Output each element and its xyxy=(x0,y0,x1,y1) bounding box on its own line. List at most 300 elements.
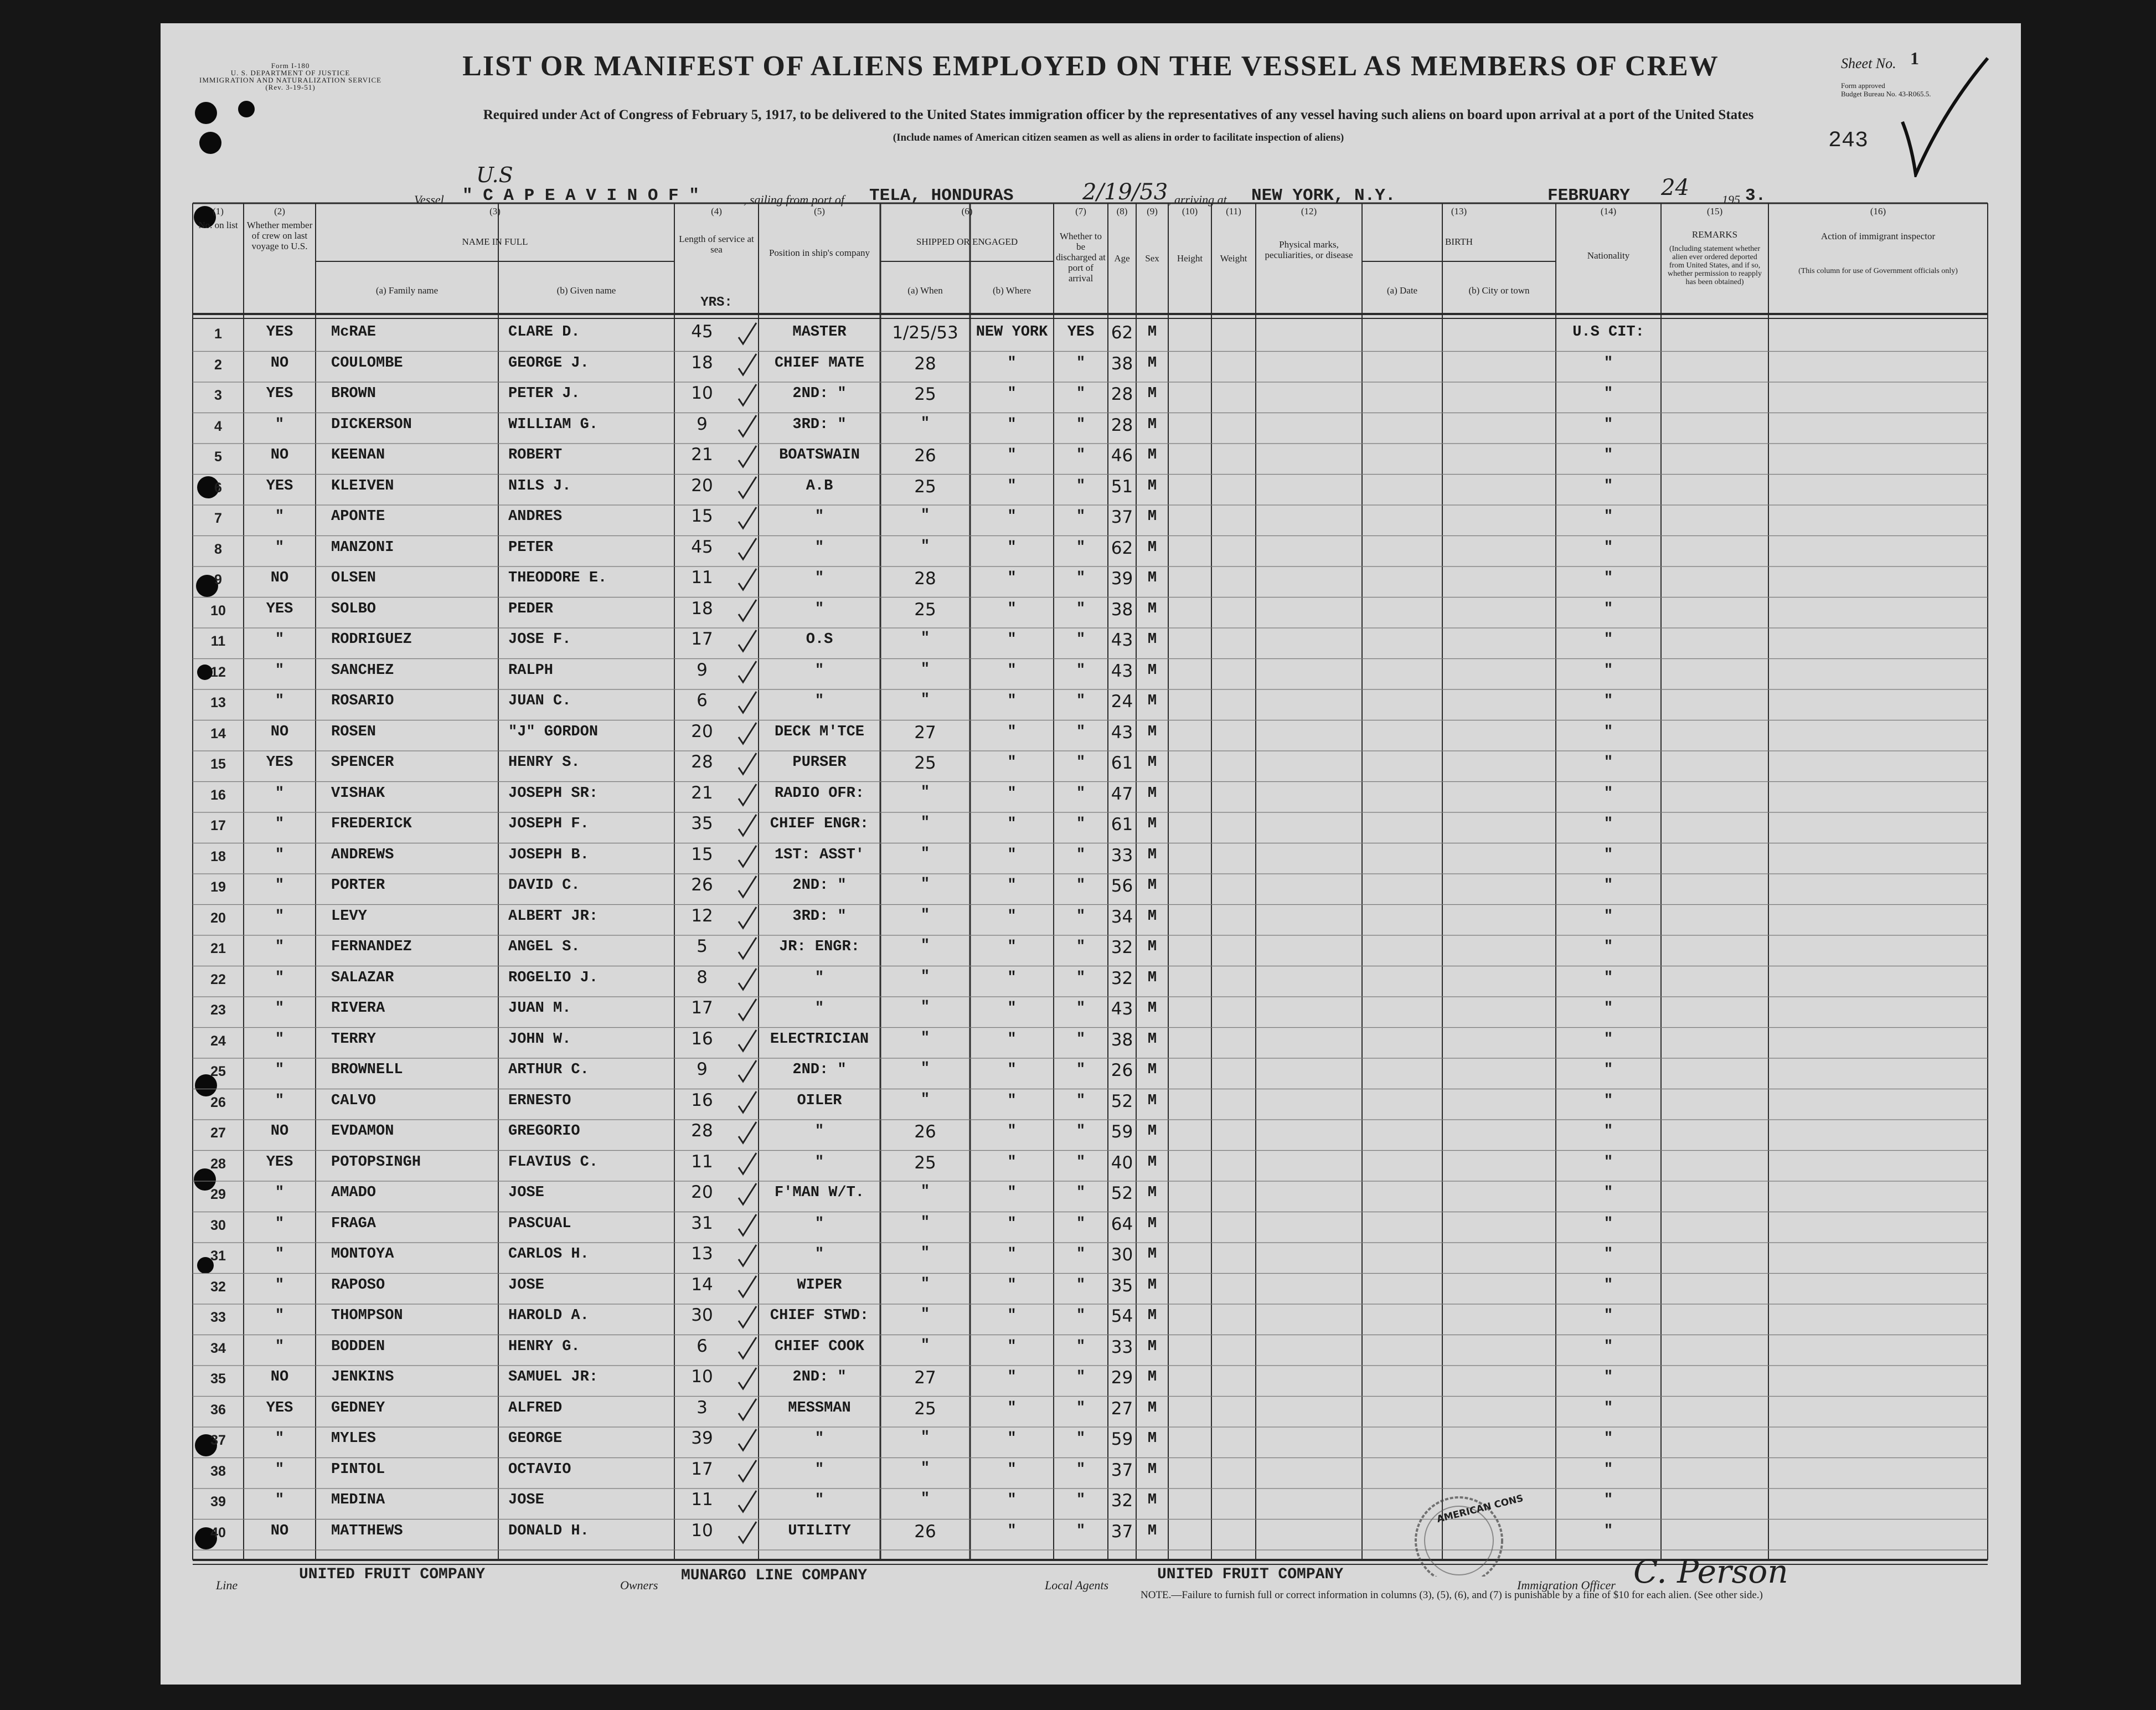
sex-cell: M xyxy=(1147,723,1157,740)
discharge-cell: " xyxy=(1076,354,1086,372)
family-name-cell: ROSEN xyxy=(331,723,376,740)
sailing-label: , sailing from port of xyxy=(744,193,844,207)
shipped-date-cell: " xyxy=(920,1429,930,1446)
department-name: U. S. DEPARTMENT OF JUSTICE xyxy=(230,69,350,77)
discharge-cell: " xyxy=(1076,1062,1086,1078)
row-number: 7 xyxy=(214,511,222,526)
row-number: 36 xyxy=(210,1402,226,1418)
family-name-cell: SANCHEZ xyxy=(331,662,394,679)
sex-cell: M xyxy=(1147,539,1157,556)
row-number: 11 xyxy=(210,633,226,649)
nationality-cell: " xyxy=(1603,908,1613,925)
discharge-cell: " xyxy=(1076,385,1086,402)
discharge-cell: " xyxy=(1076,1492,1086,1508)
check-tick-icon xyxy=(736,1488,759,1514)
nationality-cell: " xyxy=(1603,508,1613,525)
years-of-service-cell: 10 xyxy=(691,383,713,403)
shipped-place-cell: " xyxy=(1007,1369,1017,1385)
check-tick-icon xyxy=(736,1366,759,1391)
officer-label: Immigration Officer xyxy=(1517,1578,1616,1592)
previous-voyage-cell: " xyxy=(275,939,285,955)
position-cell: F'MAN W/T. xyxy=(774,1184,865,1201)
shipped-place-cell: " xyxy=(1007,1492,1017,1508)
sex-cell: M xyxy=(1147,1184,1157,1201)
shipped-date-cell: " xyxy=(920,415,930,432)
check-tick-icon xyxy=(736,1243,759,1268)
given-name-cell: FLAVIUS C. xyxy=(508,1153,599,1171)
column-heading: Position in ship's company xyxy=(768,248,870,258)
shipped-place-cell: " xyxy=(1007,1062,1017,1078)
check-tick-icon xyxy=(736,751,759,776)
column-heading: (b) Where xyxy=(992,285,1031,296)
discharge-cell: " xyxy=(1076,939,1086,955)
years-of-service-cell: 17 xyxy=(691,629,713,649)
column-heading: (a) Family name xyxy=(375,285,439,296)
budget-line: Form approved xyxy=(1841,81,1885,90)
shipped-date-cell: " xyxy=(920,784,930,801)
check-tick-icon xyxy=(736,1120,759,1145)
family-name-cell: MEDINA xyxy=(331,1492,385,1508)
years-of-service-cell: 35 xyxy=(691,813,713,833)
previous-voyage-cell: " xyxy=(275,1062,285,1078)
age-cell: 59 xyxy=(1111,1122,1133,1142)
family-name-cell: LEVY xyxy=(331,908,367,925)
previous-voyage-cell: " xyxy=(275,693,285,709)
column-heading: REMARKS xyxy=(1691,229,1738,240)
age-cell: 43 xyxy=(1111,630,1133,650)
family-name-cell: TERRY xyxy=(331,1031,376,1048)
age-cell: 54 xyxy=(1111,1306,1133,1326)
shipped-date-cell: " xyxy=(920,1214,930,1231)
column-heading: No. on list xyxy=(198,220,238,230)
column-heading: Whether to be discharged at port of arrival xyxy=(1056,231,1106,284)
given-name-cell: JOHN W. xyxy=(508,1031,571,1048)
nationality-cell: " xyxy=(1603,693,1613,709)
shipped-place-cell: " xyxy=(1007,539,1017,556)
nationality-cell: " xyxy=(1603,570,1613,586)
age-cell: 38 xyxy=(1111,1029,1133,1050)
punch-hole xyxy=(195,102,217,124)
check-tick-icon xyxy=(736,1397,759,1422)
years-of-service-cell: 21 xyxy=(691,782,713,803)
previous-voyage-cell: " xyxy=(275,846,285,863)
shipped-date-cell: " xyxy=(920,692,930,708)
check-tick-icon xyxy=(736,1427,759,1453)
shipped-date-cell: 25 xyxy=(914,1398,936,1419)
shipped-place-cell: NEW YORK xyxy=(976,324,1048,341)
family-name-cell: BROWN xyxy=(331,385,376,402)
shipped-place-cell: " xyxy=(1007,1215,1017,1232)
nationality-cell: " xyxy=(1603,969,1613,986)
arriving-label: , arriving at xyxy=(1168,193,1227,207)
column-number: (3) xyxy=(489,206,501,217)
previous-voyage-cell: YES xyxy=(266,600,293,617)
shipped-date-cell: 26 xyxy=(914,446,936,466)
previous-voyage-cell: " xyxy=(275,1246,285,1263)
shipped-place-cell: " xyxy=(1007,1430,1017,1447)
shipped-place-cell: " xyxy=(1007,1031,1017,1048)
position-cell: JR: ENGR: xyxy=(779,939,860,955)
given-name-cell: RALPH xyxy=(508,662,554,679)
nationality-cell: " xyxy=(1603,539,1613,556)
age-cell: 43 xyxy=(1111,722,1133,743)
column-number: (9) xyxy=(1147,206,1158,217)
row-number: 30 xyxy=(210,1217,226,1233)
stamp-text: AMERICAN CONS xyxy=(1435,1492,1525,1526)
age-cell: 40 xyxy=(1111,1152,1133,1173)
vessel-label: Vessel xyxy=(414,193,444,207)
given-name-cell: GEORGE xyxy=(508,1430,563,1447)
years-of-service-cell: 15 xyxy=(691,844,713,864)
check-tick-icon xyxy=(736,905,759,930)
years-of-service-cell: 18 xyxy=(691,598,713,619)
given-name-cell: ROGELIO J. xyxy=(508,969,599,986)
column-number: (7) xyxy=(1075,206,1086,217)
position-cell: O.S xyxy=(806,631,833,648)
given-name-cell: "J" GORDON xyxy=(508,723,599,740)
column-number: (11) xyxy=(1226,206,1241,217)
years-of-service-cell: 17 xyxy=(691,1459,713,1479)
shipped-date-cell: " xyxy=(920,906,930,924)
previous-voyage-cell: " xyxy=(275,1000,285,1017)
age-cell: 56 xyxy=(1111,876,1133,896)
sex-cell: M xyxy=(1147,1338,1157,1355)
shipped-date-cell: 27 xyxy=(914,722,936,743)
family-name-cell: VISHAK xyxy=(331,785,385,802)
years-of-service-cell: 20 xyxy=(691,475,713,496)
column-number: (4) xyxy=(711,206,722,217)
shipped-date-cell: " xyxy=(920,999,930,1016)
shipped-date-cell: " xyxy=(920,876,930,893)
row-number: 14 xyxy=(210,725,226,741)
age-cell: 37 xyxy=(1111,507,1133,527)
previous-voyage-cell: " xyxy=(275,908,285,925)
year-suffix: 3. xyxy=(1745,186,1766,205)
shipped-place-cell: " xyxy=(1007,1338,1017,1355)
age-cell: 35 xyxy=(1111,1275,1133,1296)
shipped-date-cell: " xyxy=(920,1060,930,1077)
shipped-place-cell: " xyxy=(1007,908,1017,925)
shipped-place-cell: " xyxy=(1007,723,1017,740)
sex-cell: M xyxy=(1147,1522,1157,1539)
discharge-cell: YES xyxy=(1067,324,1095,341)
shipped-place-cell: " xyxy=(1007,477,1017,495)
years-of-service-cell: 31 xyxy=(691,1213,713,1233)
shipped-place-cell: " xyxy=(1007,1399,1017,1417)
shipped-place-cell: " xyxy=(1007,1000,1017,1017)
age-cell: 43 xyxy=(1111,999,1133,1019)
nationality-cell: " xyxy=(1603,416,1613,433)
column-number: (5) xyxy=(814,206,825,217)
family-name-cell: ANDREWS xyxy=(331,846,394,863)
years-of-service-cell: 28 xyxy=(691,1121,713,1141)
column-number: (13) xyxy=(1451,206,1467,217)
previous-voyage-cell: NO xyxy=(270,723,289,740)
given-name-cell: DAVID C. xyxy=(508,877,580,894)
family-name-cell: EVDAMON xyxy=(331,1123,394,1140)
check-tick-icon xyxy=(736,475,759,500)
column-number: (6) xyxy=(961,206,973,217)
row-number: 27 xyxy=(210,1125,226,1141)
nationality-cell: " xyxy=(1603,477,1613,495)
given-name-cell: ALFRED xyxy=(508,1399,563,1417)
row-number: 33 xyxy=(210,1310,226,1325)
row-number: 38 xyxy=(210,1463,226,1479)
nationality-cell: " xyxy=(1603,939,1613,955)
row-number: 29 xyxy=(210,1187,226,1202)
check-tick-icon xyxy=(736,1520,759,1545)
nationality-cell: " xyxy=(1603,1215,1613,1232)
check-tick-icon xyxy=(736,1058,759,1084)
discharge-cell: " xyxy=(1076,1246,1086,1263)
shipped-date-cell: " xyxy=(920,968,930,985)
years-of-service-cell: 17 xyxy=(691,998,713,1018)
form-revision: (Rev. 3-19-51) xyxy=(265,83,316,91)
sex-cell: M xyxy=(1147,354,1157,372)
sex-cell: M xyxy=(1147,1276,1157,1294)
shipped-place-cell: " xyxy=(1007,754,1017,771)
position-cell: " xyxy=(814,1123,824,1140)
given-name-cell: JOSEPH F. xyxy=(508,816,589,832)
check-tick-icon xyxy=(736,1151,759,1176)
previous-voyage-cell: " xyxy=(275,662,285,679)
years-of-service-cell: 18 xyxy=(691,352,713,373)
nationality-cell: " xyxy=(1603,354,1613,372)
previous-voyage-cell: " xyxy=(275,539,285,556)
age-cell: 37 xyxy=(1111,1460,1133,1480)
row-number: 17 xyxy=(210,818,226,833)
sex-cell: M xyxy=(1147,1031,1157,1048)
document-title: LIST OR MANIFEST OF ALIENS EMPLOYED ON THE VESSEL AS MEMBERS OF CREW xyxy=(462,50,1719,82)
column-heading: Age xyxy=(1114,253,1130,264)
discharge-cell: " xyxy=(1076,1276,1086,1294)
discharge-cell: " xyxy=(1076,908,1086,925)
check-tick-icon xyxy=(736,1181,759,1207)
position-cell: " xyxy=(814,1492,824,1508)
position-cell: " xyxy=(814,662,824,679)
column-heading: Nationality xyxy=(1587,250,1630,261)
previous-voyage-cell: " xyxy=(275,785,285,802)
sex-cell: M xyxy=(1147,508,1157,525)
shipped-place-cell: " xyxy=(1007,816,1017,832)
shipped-date-cell: " xyxy=(920,507,930,524)
years-of-service-cell: 6 xyxy=(697,1336,708,1356)
check-tick-icon xyxy=(736,536,759,562)
shipped-date-cell: " xyxy=(920,815,930,831)
shipped-place-cell: " xyxy=(1007,939,1017,955)
years-of-service-cell: 11 xyxy=(691,568,713,588)
position-cell: ELECTRICIAN xyxy=(770,1031,869,1048)
sex-cell: M xyxy=(1147,1092,1157,1109)
row-number: 31 xyxy=(210,1248,226,1264)
check-tick-icon xyxy=(736,566,759,592)
shipped-date-cell: " xyxy=(920,1491,930,1507)
column-heading: (b) City or town xyxy=(1468,285,1530,296)
shipped-place-cell: " xyxy=(1007,416,1017,433)
column-number: (2) xyxy=(274,206,285,217)
check-tick-icon xyxy=(736,966,759,992)
position-cell: BOATSWAIN xyxy=(779,447,860,463)
sex-cell: M xyxy=(1147,1246,1157,1263)
discharge-cell: " xyxy=(1076,693,1086,709)
check-tick-icon xyxy=(736,782,759,807)
shipped-place-cell: " xyxy=(1007,631,1017,648)
vessel-prefix: U.S xyxy=(476,163,513,187)
age-cell: 32 xyxy=(1111,938,1133,957)
previous-voyage-cell: " xyxy=(275,1184,285,1201)
given-name-cell: ERNESTO xyxy=(508,1092,571,1109)
nationality-cell: " xyxy=(1603,1369,1613,1385)
age-cell: 32 xyxy=(1111,968,1133,988)
discharge-cell: " xyxy=(1076,846,1086,863)
shipped-place-cell: " xyxy=(1007,600,1017,617)
discharge-cell: " xyxy=(1076,877,1086,894)
years-of-service-cell: 45 xyxy=(691,322,713,342)
row-number: 19 xyxy=(210,879,226,895)
column-heading: Sex xyxy=(1145,253,1159,264)
column-heading: Action of immigrant inspector xyxy=(1820,231,1936,241)
years-of-service-cell: 45 xyxy=(691,537,713,557)
years-of-service-cell: 15 xyxy=(691,506,713,526)
sex-cell: M xyxy=(1147,754,1157,771)
sex-cell: M xyxy=(1147,600,1157,617)
discharge-cell: " xyxy=(1076,1123,1086,1140)
sex-cell: M xyxy=(1147,1000,1157,1017)
given-name-cell: THEODORE E. xyxy=(508,570,607,586)
arrival-port: NEW YORK, N.Y. xyxy=(1251,186,1396,205)
years-of-service-cell: 9 xyxy=(697,660,708,680)
shipped-place-cell: " xyxy=(1007,1522,1017,1539)
nationality-cell: " xyxy=(1603,877,1613,894)
position-cell: 1ST: ASST' xyxy=(774,846,865,863)
given-name-cell: WILLIAM G. xyxy=(508,416,599,433)
check-tick-icon xyxy=(736,659,759,684)
shipped-date-cell: " xyxy=(920,1245,930,1261)
given-name-cell: ANGEL S. xyxy=(508,939,580,955)
given-name-cell: HENRY G. xyxy=(508,1338,580,1355)
years-of-service-cell: 14 xyxy=(691,1274,713,1295)
position-cell: " xyxy=(814,508,824,525)
given-name-cell: OCTAVIO xyxy=(508,1461,571,1478)
shipped-date-cell: 27 xyxy=(914,1368,936,1388)
family-name-cell: THOMPSON xyxy=(331,1307,403,1324)
sex-cell: M xyxy=(1147,693,1157,709)
previous-voyage-cell: " xyxy=(275,416,285,433)
nationality-cell: " xyxy=(1603,1092,1613,1109)
shipped-date-cell: 26 xyxy=(914,1122,936,1142)
position-cell: OILER xyxy=(797,1092,842,1109)
nationality-cell: " xyxy=(1603,785,1613,802)
row-number: 24 xyxy=(210,1033,226,1049)
previous-voyage-cell: NO xyxy=(270,1369,289,1385)
shipped-date-cell: " xyxy=(920,538,930,555)
years-of-service-cell: 9 xyxy=(697,414,708,434)
nationality-cell: " xyxy=(1603,723,1613,740)
shipped-date-cell: 25 xyxy=(914,599,936,620)
column-note: (This column for use of Government officials only) xyxy=(1798,267,1958,275)
age-cell: 30 xyxy=(1111,1245,1133,1265)
column-heading: BIRTH xyxy=(1445,236,1473,247)
given-name-cell: PETER J. xyxy=(508,385,580,402)
years-of-service-cell: 10 xyxy=(691,1520,713,1541)
years-of-service-cell: 8 xyxy=(697,967,708,987)
previous-voyage-cell: " xyxy=(275,631,285,648)
given-name-cell: JOSE xyxy=(508,1276,544,1294)
family-name-cell: KLEIVEN xyxy=(331,477,394,495)
discharge-cell: " xyxy=(1076,1307,1086,1324)
column-number: (15) xyxy=(1706,206,1723,217)
family-name-cell: KEENAN xyxy=(331,447,385,463)
sex-cell: M xyxy=(1147,385,1157,402)
family-name-cell: MANZONI xyxy=(331,539,394,556)
age-cell: 32 xyxy=(1111,1491,1133,1511)
column-heading: NAME IN FULL xyxy=(462,236,528,247)
position-cell: " xyxy=(814,1430,824,1447)
given-name-cell: CARLOS H. xyxy=(508,1246,589,1263)
position-cell: 3RD: " xyxy=(792,416,847,433)
given-name-cell: PETER xyxy=(508,539,554,556)
position-cell: CHIEF MATE xyxy=(774,354,865,372)
family-name-cell: FRAGA xyxy=(331,1215,376,1232)
previous-voyage-cell: YES xyxy=(266,754,293,771)
position-cell: " xyxy=(814,570,824,586)
position-cell: MESSMAN xyxy=(788,1399,851,1417)
discharge-cell: " xyxy=(1076,816,1086,832)
sex-cell: M xyxy=(1147,1399,1157,1417)
given-name-cell: JOSE xyxy=(508,1184,544,1201)
age-cell: 43 xyxy=(1111,661,1133,681)
penalty-note: NOTE.—Failure to furnish full or correct information in columns (3), (5), (6), and (7) is punishable by a fine of $10 for each alien. (See other side.) xyxy=(1141,1589,1763,1601)
family-name-cell: MYLES xyxy=(331,1430,376,1447)
shipped-date-cell: 25 xyxy=(914,753,936,773)
shipped-place-cell: " xyxy=(1007,1092,1017,1109)
position-cell: " xyxy=(814,600,824,617)
position-cell: 2ND: " xyxy=(792,1062,847,1078)
position-cell: " xyxy=(814,1215,824,1232)
nationality-cell: " xyxy=(1603,1000,1613,1017)
form-number: Form I-180 xyxy=(271,61,310,70)
age-cell: 29 xyxy=(1111,1368,1133,1388)
nationality-cell: " xyxy=(1603,1276,1613,1294)
column-heading: (a) Date xyxy=(1386,285,1418,296)
check-tick-icon xyxy=(736,321,759,346)
row-number: 9 xyxy=(214,572,222,588)
nationality-cell: " xyxy=(1603,1062,1613,1078)
sex-cell: M xyxy=(1147,1492,1157,1508)
column-heading: Height xyxy=(1177,253,1203,264)
age-cell: 38 xyxy=(1111,599,1133,620)
owners-label: Owners xyxy=(620,1578,658,1592)
row-number: 34 xyxy=(210,1340,226,1356)
nationality-cell: U.S CIT: xyxy=(1572,324,1644,341)
column-heading: Length of service at sea xyxy=(679,234,754,255)
years-of-service-cell: 3 xyxy=(697,1397,708,1418)
given-name-cell: JUAN M. xyxy=(508,1000,571,1017)
family-name-cell: SPENCER xyxy=(331,754,394,771)
discharge-cell: " xyxy=(1076,723,1086,740)
years-of-service-cell: 5 xyxy=(697,936,708,956)
shipped-place-cell: " xyxy=(1007,662,1017,679)
row-number: 25 xyxy=(210,1064,226,1079)
column-heading: Weight xyxy=(1220,253,1247,264)
shipped-date-cell: " xyxy=(920,1337,930,1354)
family-name-cell: COULOMBE xyxy=(331,354,403,372)
nationality-cell: " xyxy=(1603,1522,1613,1539)
owners-value: MUNARGO LINE COMPANY xyxy=(681,1567,868,1584)
nationality-cell: " xyxy=(1603,1031,1613,1048)
previous-voyage-cell: NO xyxy=(270,570,289,586)
vessel-line xyxy=(161,163,2021,207)
